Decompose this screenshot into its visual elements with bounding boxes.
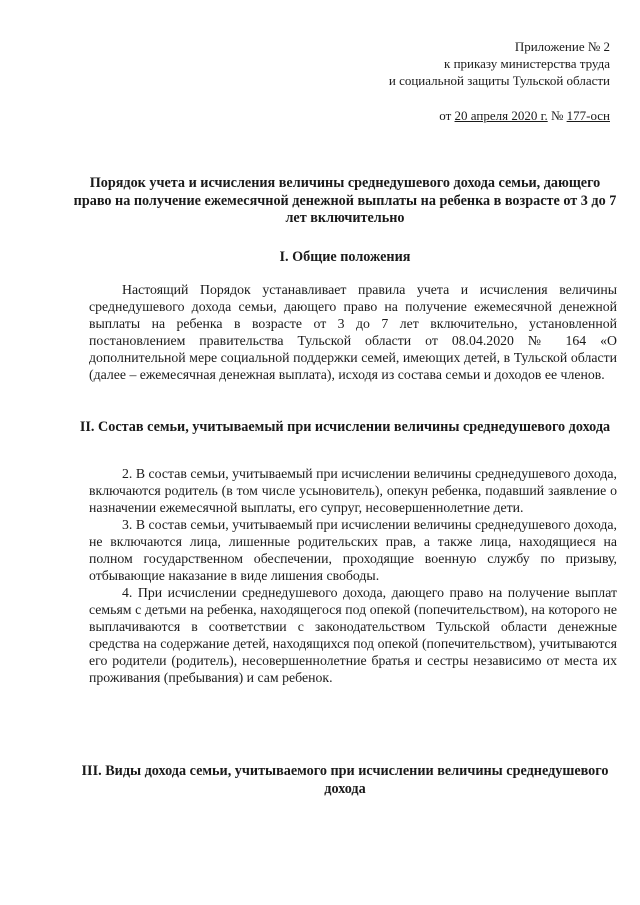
appendix-header [389,38,610,89]
appendix-number: Приложение № 2 [514,39,610,54]
section-body-general [89,281,617,383]
appendix-ministry-line: и социальной защиты Тульской области [388,73,610,88]
document-title: Порядок учета и исчисления величины среднедушевого дохода семьи, дающего право на получение ежемесячной денежной выплаты на ребенка в возрасте от 3 до 7 лет включительно [73,175,617,226]
section-heading-family-composition: II. Состав семьи, учитываемый при исчислении величины среднедушевого дохода [79,419,611,435]
order-date: 20 апреля 2020 г. [454,108,548,123]
order-reference [439,107,610,124]
order-prefix: от [439,108,455,123]
section-body-family-composition [89,465,617,686]
paragraph: 4. При исчислении среднедушевого дохода, дающего право на получение выплат семьям с детьми на ребенка, находящегося под опекой (попечительством), на которого не выплачиваются в соответствии с законодательством Тульской области денежные средства на содержание детей, находящихся под опекой (попечительством), учитываются его родители (родитель), несовершеннолетние братья и сестры независимо от места их проживания (пребывания) и сам ребенок. [89,585,617,685]
section-heading-general: I. Общие положения [279,249,411,265]
paragraph: Настоящий Порядок устанавливает правила учета и исчисления величины среднедушевого дохода семьи, дающего право на получение ежемесячной денежной выплаты на ребенка в возрасте от 3 до 7 лет включительно, установленной постановлением правительства Тульской области от 08.04.2020 № 164 «О дополнительной мере социальной поддержки семей, имеющих детей, в Тульской области (далее – ежемесячная денежная выплата), исходя из состава семьи и доходов ее членов. [89,282,617,382]
paragraph: 2. В состав семьи, учитываемый при исчислении величины среднедушевого дохода, включаются родитель (в том числе усыновитель), опекун ребенка, подавший заявление о назначении ежемесячной выплаты, его супруг, несовершеннолетние дети. [89,466,617,515]
paragraph: 3. В состав семьи, учитываемый при исчислении величины среднедушевого дохода, не включаются лица, лишенные родительских прав, а также лица, находящиеся на полном государственном обеспечении, проходящие военную службу по призыву, отбывающие наказание в виде лишения свободы. [89,517,617,583]
appendix-ref-line: к приказу министерства труда [444,56,610,71]
section-heading-income-types: III. Виды дохода семьи, учитываемого при исчислении величины среднедушевого дохода [81,763,609,797]
order-number-sign: № [547,108,567,123]
order-number: 177-осн [566,108,610,123]
